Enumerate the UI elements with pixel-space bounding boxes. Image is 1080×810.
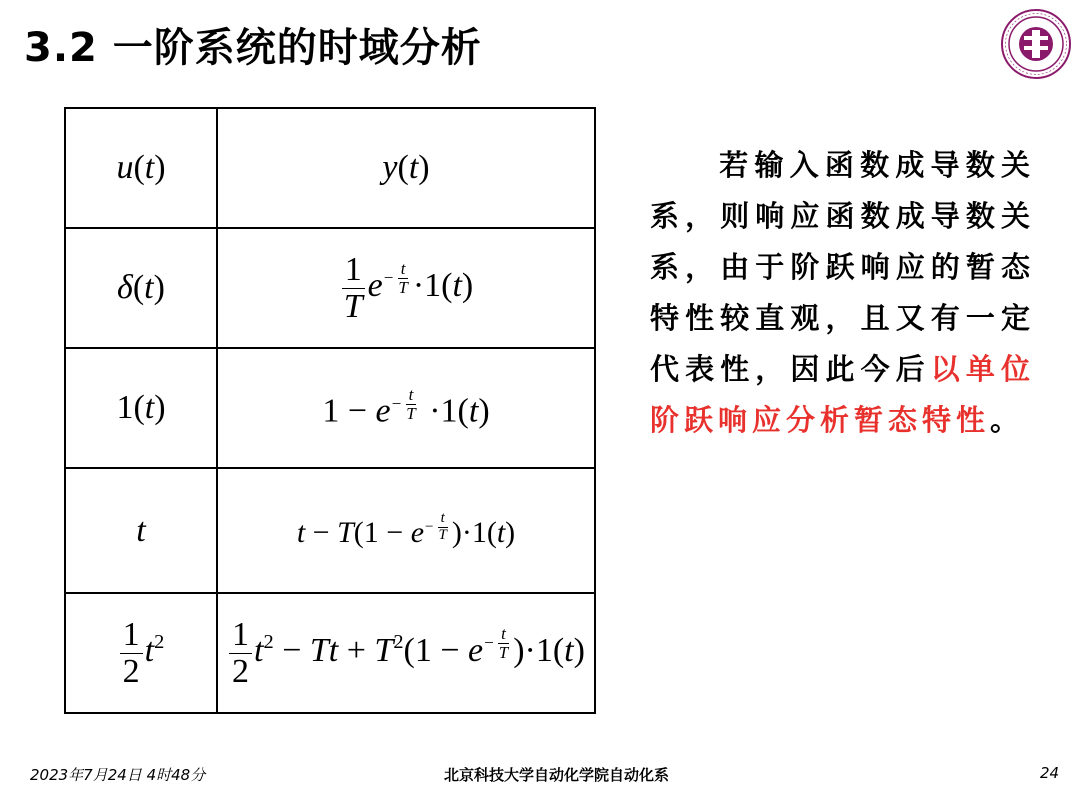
footer-date: 2023年7月24日 4时48分 [30,766,206,784]
footer-page-number: 24 [1040,764,1060,782]
output-ramp: t − T(1 − e− $\frac{t}{T}$ )·1(t) [217,468,595,593]
explanation-paragraph [650,140,1035,446]
table-header-row [65,108,595,228]
output-parabola: $\frac{1}{2}$ t2 − Tt + T2(1 − e− $\frac{t}{T}$ )·1(t) [217,593,595,713]
university-seal-icon [1000,8,1072,80]
header-input: u(t) [65,108,217,228]
paragraph-end: 。 [990,403,1025,437]
table-row [65,228,595,348]
input-ramp: t [65,468,217,593]
footer-school: 北京科技大学自动化学院自动化系 [444,766,670,784]
output-impulse: $\frac{1}{T}$ e− $\frac{t}{T}$ ·1(t) [217,228,595,348]
table-row [65,468,595,593]
slide-title: 3.2 一阶系统的时域分析 [24,25,482,71]
output-step: 1 − e− $\frac{t}{T}$ ·1(t) [217,348,595,468]
response-table [64,107,596,714]
table-row [65,348,595,468]
paragraph-text: 若输入函数成导数关系，则响应函数成导数关系，由于阶跃响应的暂态特性较直观，且又有一定代表性，因此今后 [650,148,1035,386]
input-step: 1(t) [65,348,217,468]
paragraph-highlight: 以单位阶跃响应分析暂态特性 [650,352,1035,437]
input-parabola: $\frac{1}{2}$ t2 [65,593,217,713]
input-impulse: δ(t) [65,228,217,348]
table-row [65,593,595,713]
header-output: y(t) [217,108,595,228]
